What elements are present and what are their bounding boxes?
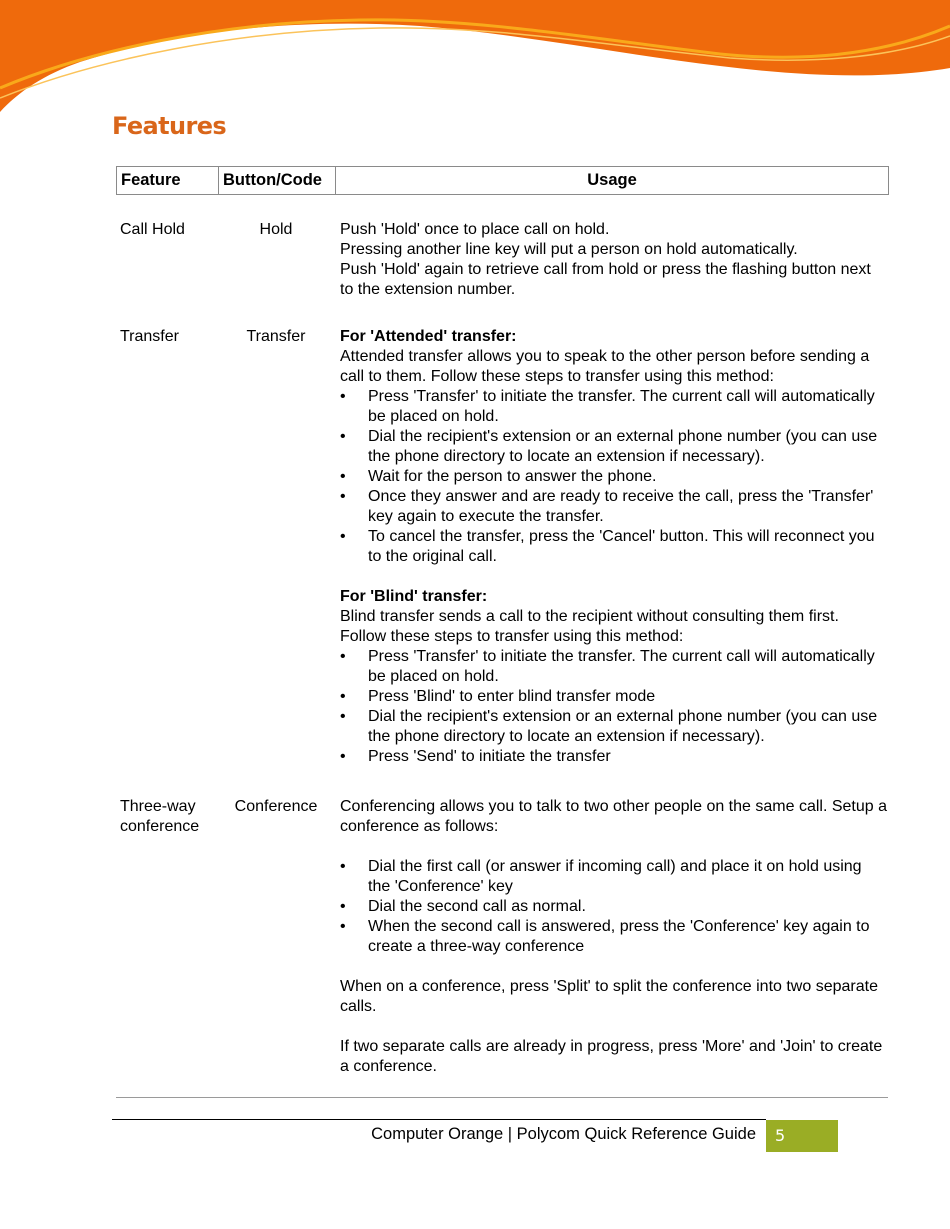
bullet-icon: • — [340, 918, 346, 935]
attended-transfer-heading: For 'Attended' transfer: — [340, 328, 517, 345]
bullet-icon: • — [340, 858, 346, 875]
column-header-usage: Usage — [336, 167, 889, 195]
bullet-icon: • — [340, 898, 346, 915]
bullet-icon: • — [340, 708, 346, 725]
bullet-icon: • — [340, 528, 346, 545]
list-item: • Wait for the person to answer the phone. — [340, 468, 657, 485]
usage-text — [340, 797, 888, 1077]
attended-transfer-steps — [340, 387, 888, 567]
usage-text — [340, 327, 888, 767]
usage-line: Push 'Hold' again to retrieve call from hold or press the flashing button next to the extension number. — [340, 261, 871, 298]
features-table-header — [116, 166, 889, 195]
page-title: Features — [112, 112, 227, 140]
blind-transfer-intro: Blind transfer sends a call to the recipient without consulting them first. Follow these steps to transfer using this method: — [340, 608, 839, 645]
bullet-icon: • — [340, 388, 346, 405]
list-item: • Press 'Blind' to enter blind transfer mode — [340, 688, 656, 705]
conference-join-note: If two separate calls are already in progress, press 'More' and 'Join' to create a conference. — [340, 1038, 883, 1075]
bullet-icon: • — [340, 488, 346, 505]
list-item: • Dial the second call as normal. — [340, 898, 586, 915]
footer-rule — [112, 1119, 766, 1120]
table-bottom-rule — [116, 1097, 888, 1098]
list-item: • Press 'Send' to initiate the transfer — [340, 748, 611, 765]
conference-intro: Conferencing allows you to talk to two other people on the same call. Setup a conference as follows: — [340, 798, 887, 835]
usage-line: Push 'Hold' once to place call on hold. — [340, 221, 610, 238]
button-code: Conference — [234, 798, 318, 815]
list-item: • Dial the first call (or answer if incoming call) and place it on hold using the 'Conference' key — [340, 858, 862, 895]
attended-transfer-intro: Attended transfer allows you to speak to the other person before sending a call to them. Follow these steps to transfer using this method: — [340, 348, 870, 385]
list-item: • Dial the recipient's extension or an external phone number (you can use the phone directory to locate an extension if necessary). — [340, 708, 878, 745]
conference-split-note: When on a conference, press 'Split' to split the conference into two separate calls. — [340, 978, 878, 1015]
button-code: Transfer — [246, 328, 306, 345]
list-item: • To cancel the transfer, press the 'Cancel' button. This will reconnect you to the original call. — [340, 528, 875, 565]
column-header-feature: Feature — [117, 167, 219, 195]
list-item: • Press 'Transfer' to initiate the transfer. The current call will automatically be placed on hold. — [340, 648, 875, 685]
bullet-icon: • — [340, 468, 346, 485]
feature-name: Transfer — [120, 328, 179, 345]
bullet-icon: • — [340, 748, 346, 765]
column-header-button-code: Button/Code — [219, 167, 336, 195]
list-item: • Once they answer and are ready to receive the call, press the 'Transfer' key again to execute the transfer. — [340, 488, 874, 525]
feature-name: Call Hold — [120, 221, 185, 238]
blind-transfer-heading: For 'Blind' transfer: — [340, 588, 488, 605]
header-wave-banner — [0, 0, 950, 130]
list-item: • Press 'Transfer' to initiate the transfer. The current call will automatically be placed on hold. — [340, 388, 875, 425]
feature-name: Three-way conference — [120, 798, 200, 835]
list-item: • Dial the recipient's extension or an external phone number (you can use the phone directory to locate an extension if necessary). — [340, 428, 878, 465]
page-number-badge: 5 — [766, 1120, 838, 1152]
usage-line: Pressing another line key will put a person on hold automatically. — [340, 241, 798, 258]
button-code: Hold — [259, 221, 293, 238]
footer-text: Computer Orange | Polycom Quick Reference Guide — [371, 1125, 756, 1143]
blind-transfer-steps — [340, 647, 888, 767]
bullet-icon: • — [340, 688, 346, 705]
list-item: • When the second call is answered, press the 'Conference' key again to create a three-way conference — [340, 918, 870, 955]
conference-steps — [340, 857, 888, 957]
usage-text — [340, 220, 888, 300]
bullet-icon: • — [340, 648, 346, 665]
bullet-icon: • — [340, 428, 346, 445]
